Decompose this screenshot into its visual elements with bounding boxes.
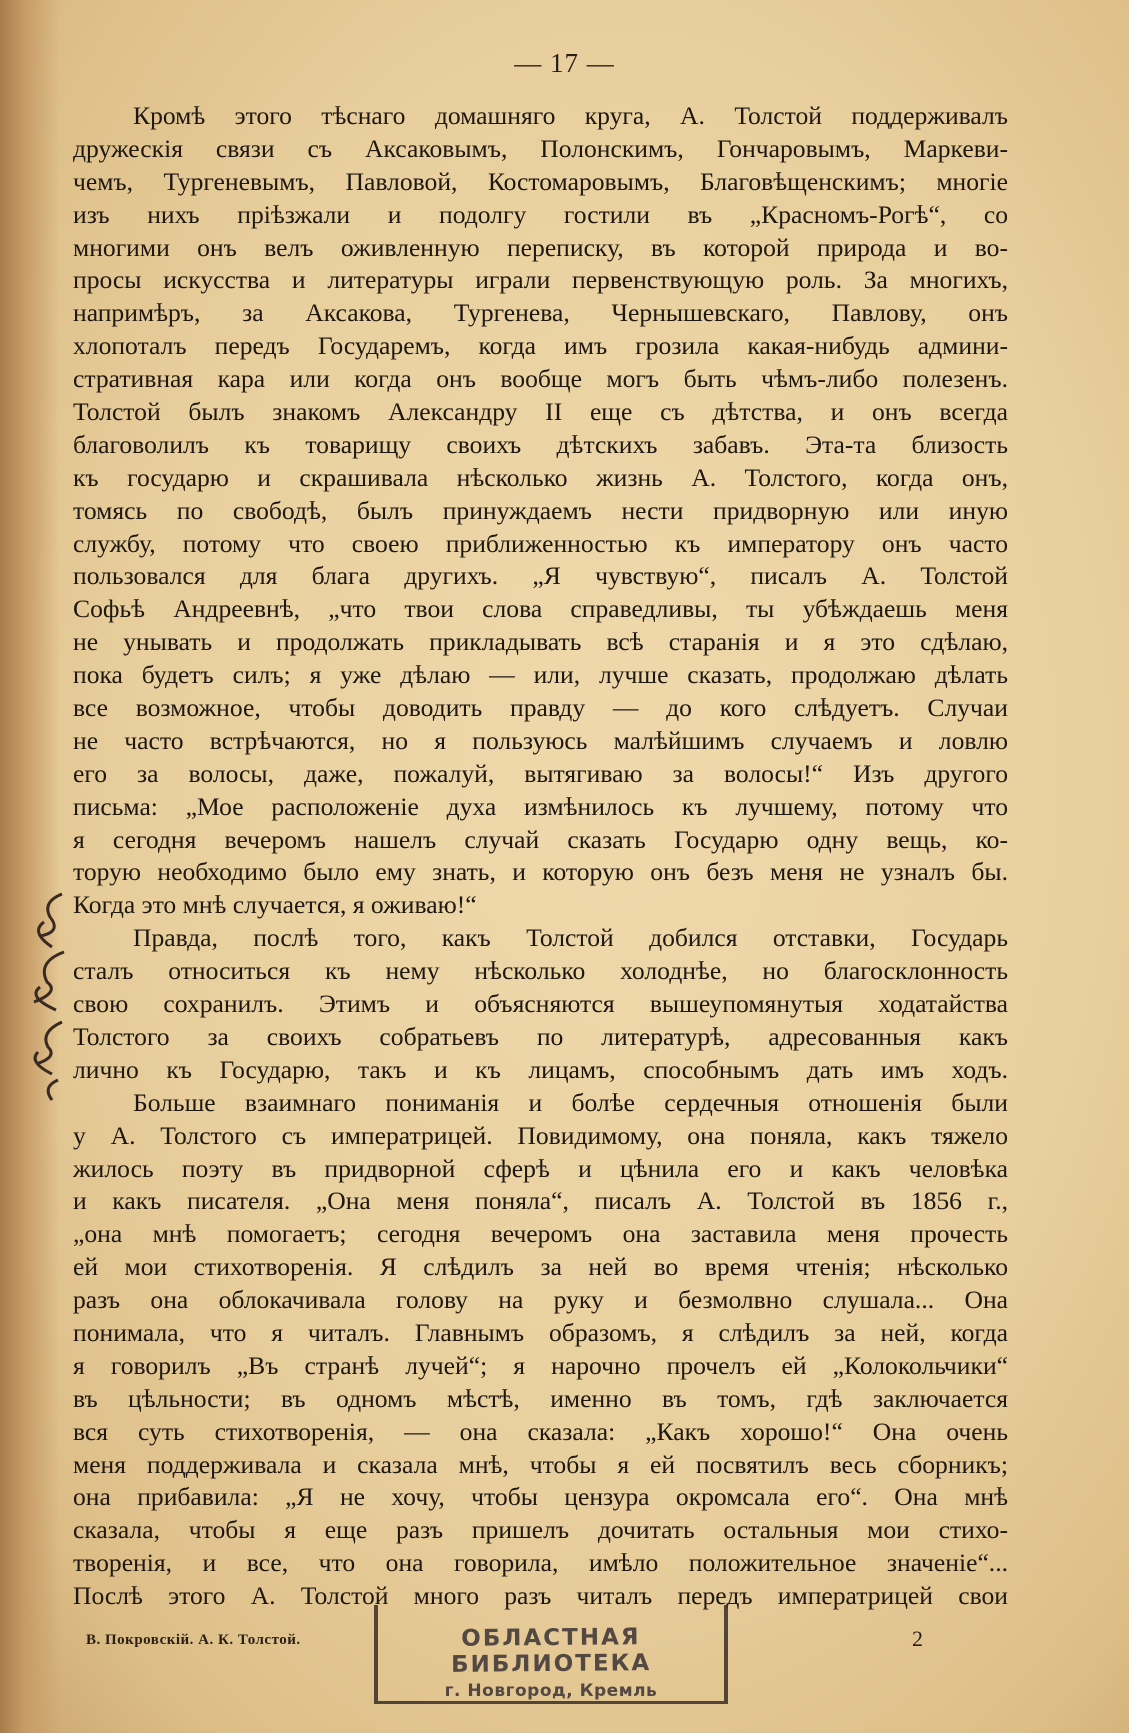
text-line: не часто встрѣчаются, но я пользуюсь малѣйшимъ случаемъ и ловлю bbox=[73, 725, 1008, 755]
text-line: лично къ Государю, такъ и къ лицамъ, способнымъ дать имъ ходъ. bbox=[73, 1054, 1008, 1084]
page-number: — 17 — bbox=[514, 48, 615, 78]
text-line: свою сохранилъ. Этимъ и объясняются вышеупомянутыя ходатайства bbox=[73, 989, 1008, 1019]
text-line: чемъ, Тургеневымъ, Павловой, Костомаровымъ, Благовѣщенскимъ; многіе bbox=[73, 166, 1008, 196]
stamp-location: г. Новгород, Кремль bbox=[444, 1681, 658, 1701]
text-line: просы искусства и литературы играли первенствующую роль. За многихъ, bbox=[73, 265, 1008, 295]
text-line: Больше взаимнаго пониманія и болѣе сердечныя отношенія были bbox=[133, 1087, 1008, 1117]
page-body-text bbox=[73, 100, 1008, 1613]
text-line: разъ она облокачивала голову на руку и безмолвно слушала... Она bbox=[73, 1285, 1008, 1315]
text-line: Толстого за своихъ собратьевъ по литературѣ, адресованныя какъ bbox=[73, 1021, 1008, 1051]
text-line: хлопоталъ передъ Государемъ, когда имъ грозила какая-нибудь админи- bbox=[73, 331, 1008, 361]
library-stamp bbox=[374, 1605, 728, 1704]
text-line: благоволилъ къ товарищу своихъ дѣтскихъ забавъ. Эта-та близость bbox=[73, 429, 1008, 459]
text-line: сталъ относиться къ нему нѣсколько холоднѣе, но благосклонность bbox=[73, 956, 1008, 986]
text-line: къ государю и скрашивала нѣсколько жизнь А. Толстого, когда онъ, bbox=[73, 462, 1008, 492]
text-line: Софьѣ Андреевнѣ, „что твои слова справедливы, ты убѣждаешь меня bbox=[73, 594, 1008, 624]
text-line: дружескія связи съ Аксаковымъ, Полонскимъ, Гончаровымъ, Маркеви- bbox=[73, 133, 1008, 163]
text-line: все возможное, чтобы доводить правду — до кого слѣдуетъ. Случаи bbox=[73, 693, 1008, 723]
text-line: я сегодня вечеромъ нашелъ случай сказать Государю одну вещь, ко- bbox=[73, 824, 1008, 854]
text-line: пользовался для блага другихъ. „Я чувствую“, писалъ А. Толстой bbox=[73, 561, 1008, 591]
text-line: письма: „Мое расположеніе духа измѣнилось къ лучшему, потому что bbox=[73, 791, 1008, 821]
text-line: стративная кара или когда онъ вообще могъ быть чѣмъ-либо полезенъ. bbox=[73, 364, 1008, 394]
stamp-library-name: ОБЛАСТНАЯ БИБЛИОТЕКА bbox=[450, 1624, 652, 1678]
text-line: въ цѣльности; въ одномъ мѣстѣ, именно въ томъ, гдѣ заключается bbox=[73, 1383, 1008, 1413]
text-line: напримѣръ, за Аксакова, Тургенева, Чернышевскаго, Павлову, онъ bbox=[73, 298, 1008, 328]
text-line: меня поддерживала и сказала мнѣ, чтобы я ей посвятилъ весь сборникъ; bbox=[73, 1449, 1008, 1479]
text-line: я говорилъ „Въ странѣ лучей“; я нарочно прочелъ ей „Колокольчики“ bbox=[73, 1350, 1008, 1380]
text-line: Правда, послѣ того, какъ Толстой добился отставки, Государь bbox=[133, 923, 1008, 953]
text-line: торую необходимо было ему знать, и которую онъ безъ меня не узналъ бы. bbox=[73, 857, 1008, 887]
text-line: вся суть стихотворенія, — она сказала: „Какъ хорошо!“ Она очень bbox=[73, 1416, 1008, 1446]
text-line: Кромѣ этого тѣснаго домашняго круга, А. Толстой поддерживалъ bbox=[133, 101, 1008, 130]
text-line: томясь по свободѣ, былъ принуждаемъ нести придворную или иную bbox=[73, 495, 1008, 525]
margin-pencil-marks bbox=[22, 892, 82, 1102]
text-line: пока будетъ силъ; я уже дѣлаю — или, лучше сказать, продолжаю дѣлать bbox=[73, 660, 1008, 690]
text-line: творенія, и все, что она говорила, имѣло положительное значеніе“... bbox=[73, 1548, 1008, 1578]
text-line: Послѣ этого А. Толстой много разъ читалъ передъ императрицей свои bbox=[73, 1581, 1008, 1611]
text-line: многими онъ велъ оживленную переписку, въ которой природа и во- bbox=[73, 232, 1008, 262]
text-line: у А. Толстого съ императрицей. Повидимому, она поняла, какъ тяжело bbox=[73, 1120, 1008, 1150]
text-line: она прибавила: „Я не хочу, чтобы цензура окромсала его“. Она мнѣ bbox=[73, 1482, 1008, 1512]
text-line: и какъ писателя. „Она меня поняла“, писалъ А. Толстой въ 1856 г., bbox=[73, 1186, 1008, 1216]
text-line: сказала, чтобы я еще разъ пришелъ дочитать остальныя мои стихо- bbox=[73, 1515, 1008, 1545]
text-line: Когда это мнѣ случается, я оживаю!“ bbox=[73, 890, 477, 920]
signature-number: 2 bbox=[912, 1626, 923, 1651]
text-line: его за волосы, даже, пожалуй, вытягиваю за волосы!“ Изъ другого bbox=[73, 758, 1008, 788]
text-line: „она мнѣ помогаетъ; сегодня вечеромъ она заставила меня прочесть bbox=[73, 1219, 1008, 1249]
text-line: изъ нихъ пріѣзжали и подолгу гостили въ „Красномъ-Рогѣ“, со bbox=[73, 199, 1008, 229]
text-line: жилось поэту въ придворной сферѣ и цѣнила его и какъ человѣка bbox=[73, 1153, 1008, 1183]
text-line: службу, потому что своею приближенностью къ императору онъ часто bbox=[73, 528, 1008, 558]
page-gutter-shadow bbox=[0, 0, 60, 1733]
text-line: не унывать и продолжать прикладывать всѣ старанія и я это сдѣлаю, bbox=[73, 627, 1008, 657]
text-line: ей мои стихотворенія. Я слѣдилъ за ней во время чтенія; нѣсколько bbox=[73, 1252, 1008, 1282]
text-line: понимала, что я читалъ. Главнымъ образомъ, я слѣдилъ за ней, когда bbox=[73, 1317, 1008, 1347]
text-line: Толстой былъ знакомъ Александру II еще съ дѣтства, и онъ всегда bbox=[73, 397, 1008, 427]
footer-author-title: В. Покровскій. А. К. Толстой. bbox=[86, 1632, 301, 1648]
